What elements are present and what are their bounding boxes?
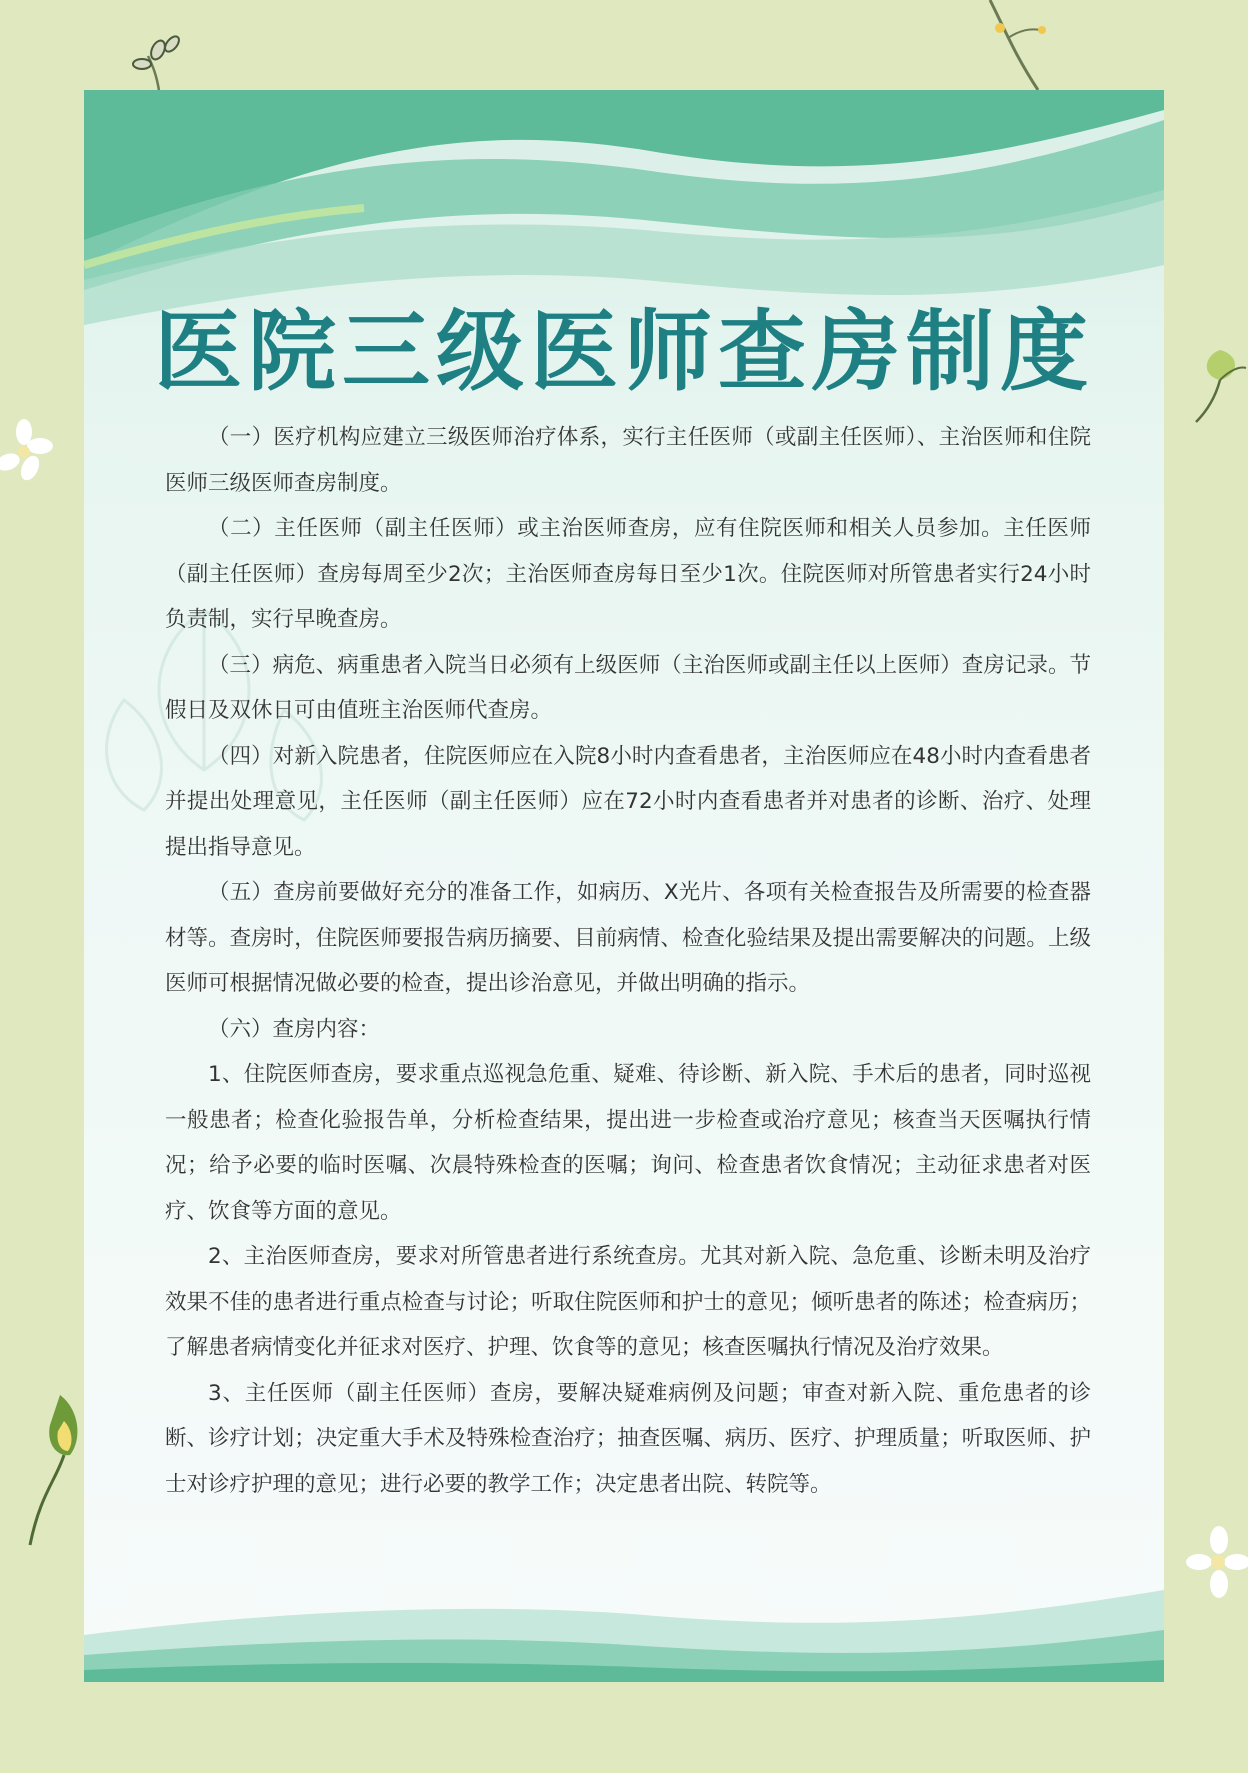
- page-title: 医院三级医师查房制度: [153, 300, 1094, 403]
- twig-top-right-decoration: [980, 0, 1070, 95]
- paragraph-6-item-2: 2、主治医师查房，要求对所管患者进行系统查房。尤其对新入院、急危重、诊断未明及治疗效果不佳的患者进行重点检查与讨论；听取住院医师和护士的意见；倾听患者的陈述；检查病历；了解患者病情变化并征求对医疗、护理、饮食等的意见；核查医嘱执行情况及治疗效果。: [165, 1244, 1091, 1360]
- paragraph-2: （二）主任医师（副主任医师）或主治医师查房，应有住院医师和相关人员参加。主任医师（副主任医师）查房每周至少2次；主治医师查房每日至少1次。住院医师对所管患者实行24小时负责制，实行早晚查房。: [165, 516, 1091, 632]
- paragraph-5: （五）查房前要做好充分的准备工作，如病历、X光片、各项有关检查报告及所需要的检查器材等。查房时，住院医师要报告病历摘要、目前病情、检查化验结果及提出需要解决的问题。上级医师可根据情况做必要的检查，提出诊治意见，并做出明确的指示。: [165, 880, 1091, 996]
- bud-left-decoration: [20, 1385, 90, 1555]
- flower-left-decoration: [0, 418, 60, 488]
- paragraph-1: （一）医疗机构应建立三级医师治疗体系，实行主任医师（或副主任医师）、主治医师和住院医师三级医师查房制度。: [165, 425, 1091, 496]
- paragraph-3: （三）病危、病重患者入院当日必须有上级医师（主治医师或副主任以上医师）查房记录。节假日及双休日可由值班主治医师代查房。: [165, 652, 1091, 723]
- flower-bottom-right-decoration: [1185, 1522, 1248, 1602]
- poster-panel: [84, 90, 1164, 1682]
- paragraph-4: （四）对新入院患者，住院医师应在入院8小时内查看患者，主治医师应在48小时内查看患者并提出处理意见，主任医师（副主任医师）应在72小时内查看患者并对患者的诊断、治疗、处理提出指导意见。: [165, 743, 1091, 860]
- paragraph-6-item-1: 1、住院医师查房，要求重点巡视急危重、疑难、待诊断、新入院、手术后的患者，同时巡视一般患者；检查化验报告单，分析检查结果，提出进一步检查或治疗意见；核查当天医嘱执行情况；给予必要的临时医嘱、次晨特殊检查的医嘱；询问、检查患者饮食情况；主动征求患者对医疗、饮食等方面的意见。: [165, 1062, 1091, 1224]
- regulation-body: [165, 415, 1091, 1507]
- paragraph-6-item-3: 3、主任医师（副主任医师）查房，要解决疑难病例及问题；审查对新入院、重危患者的诊断、诊疗计划；决定重大手术及特殊检查治疗；抽查医嘱、病历、医疗、护理质量；听取医师、护士对诊疗护理的意见；进行必要的教学工作；决定患者出院、转院等。: [165, 1380, 1091, 1497]
- paragraph-6: （六）查房内容：: [208, 1016, 381, 1042]
- leaf-right-decoration: [1190, 330, 1248, 430]
